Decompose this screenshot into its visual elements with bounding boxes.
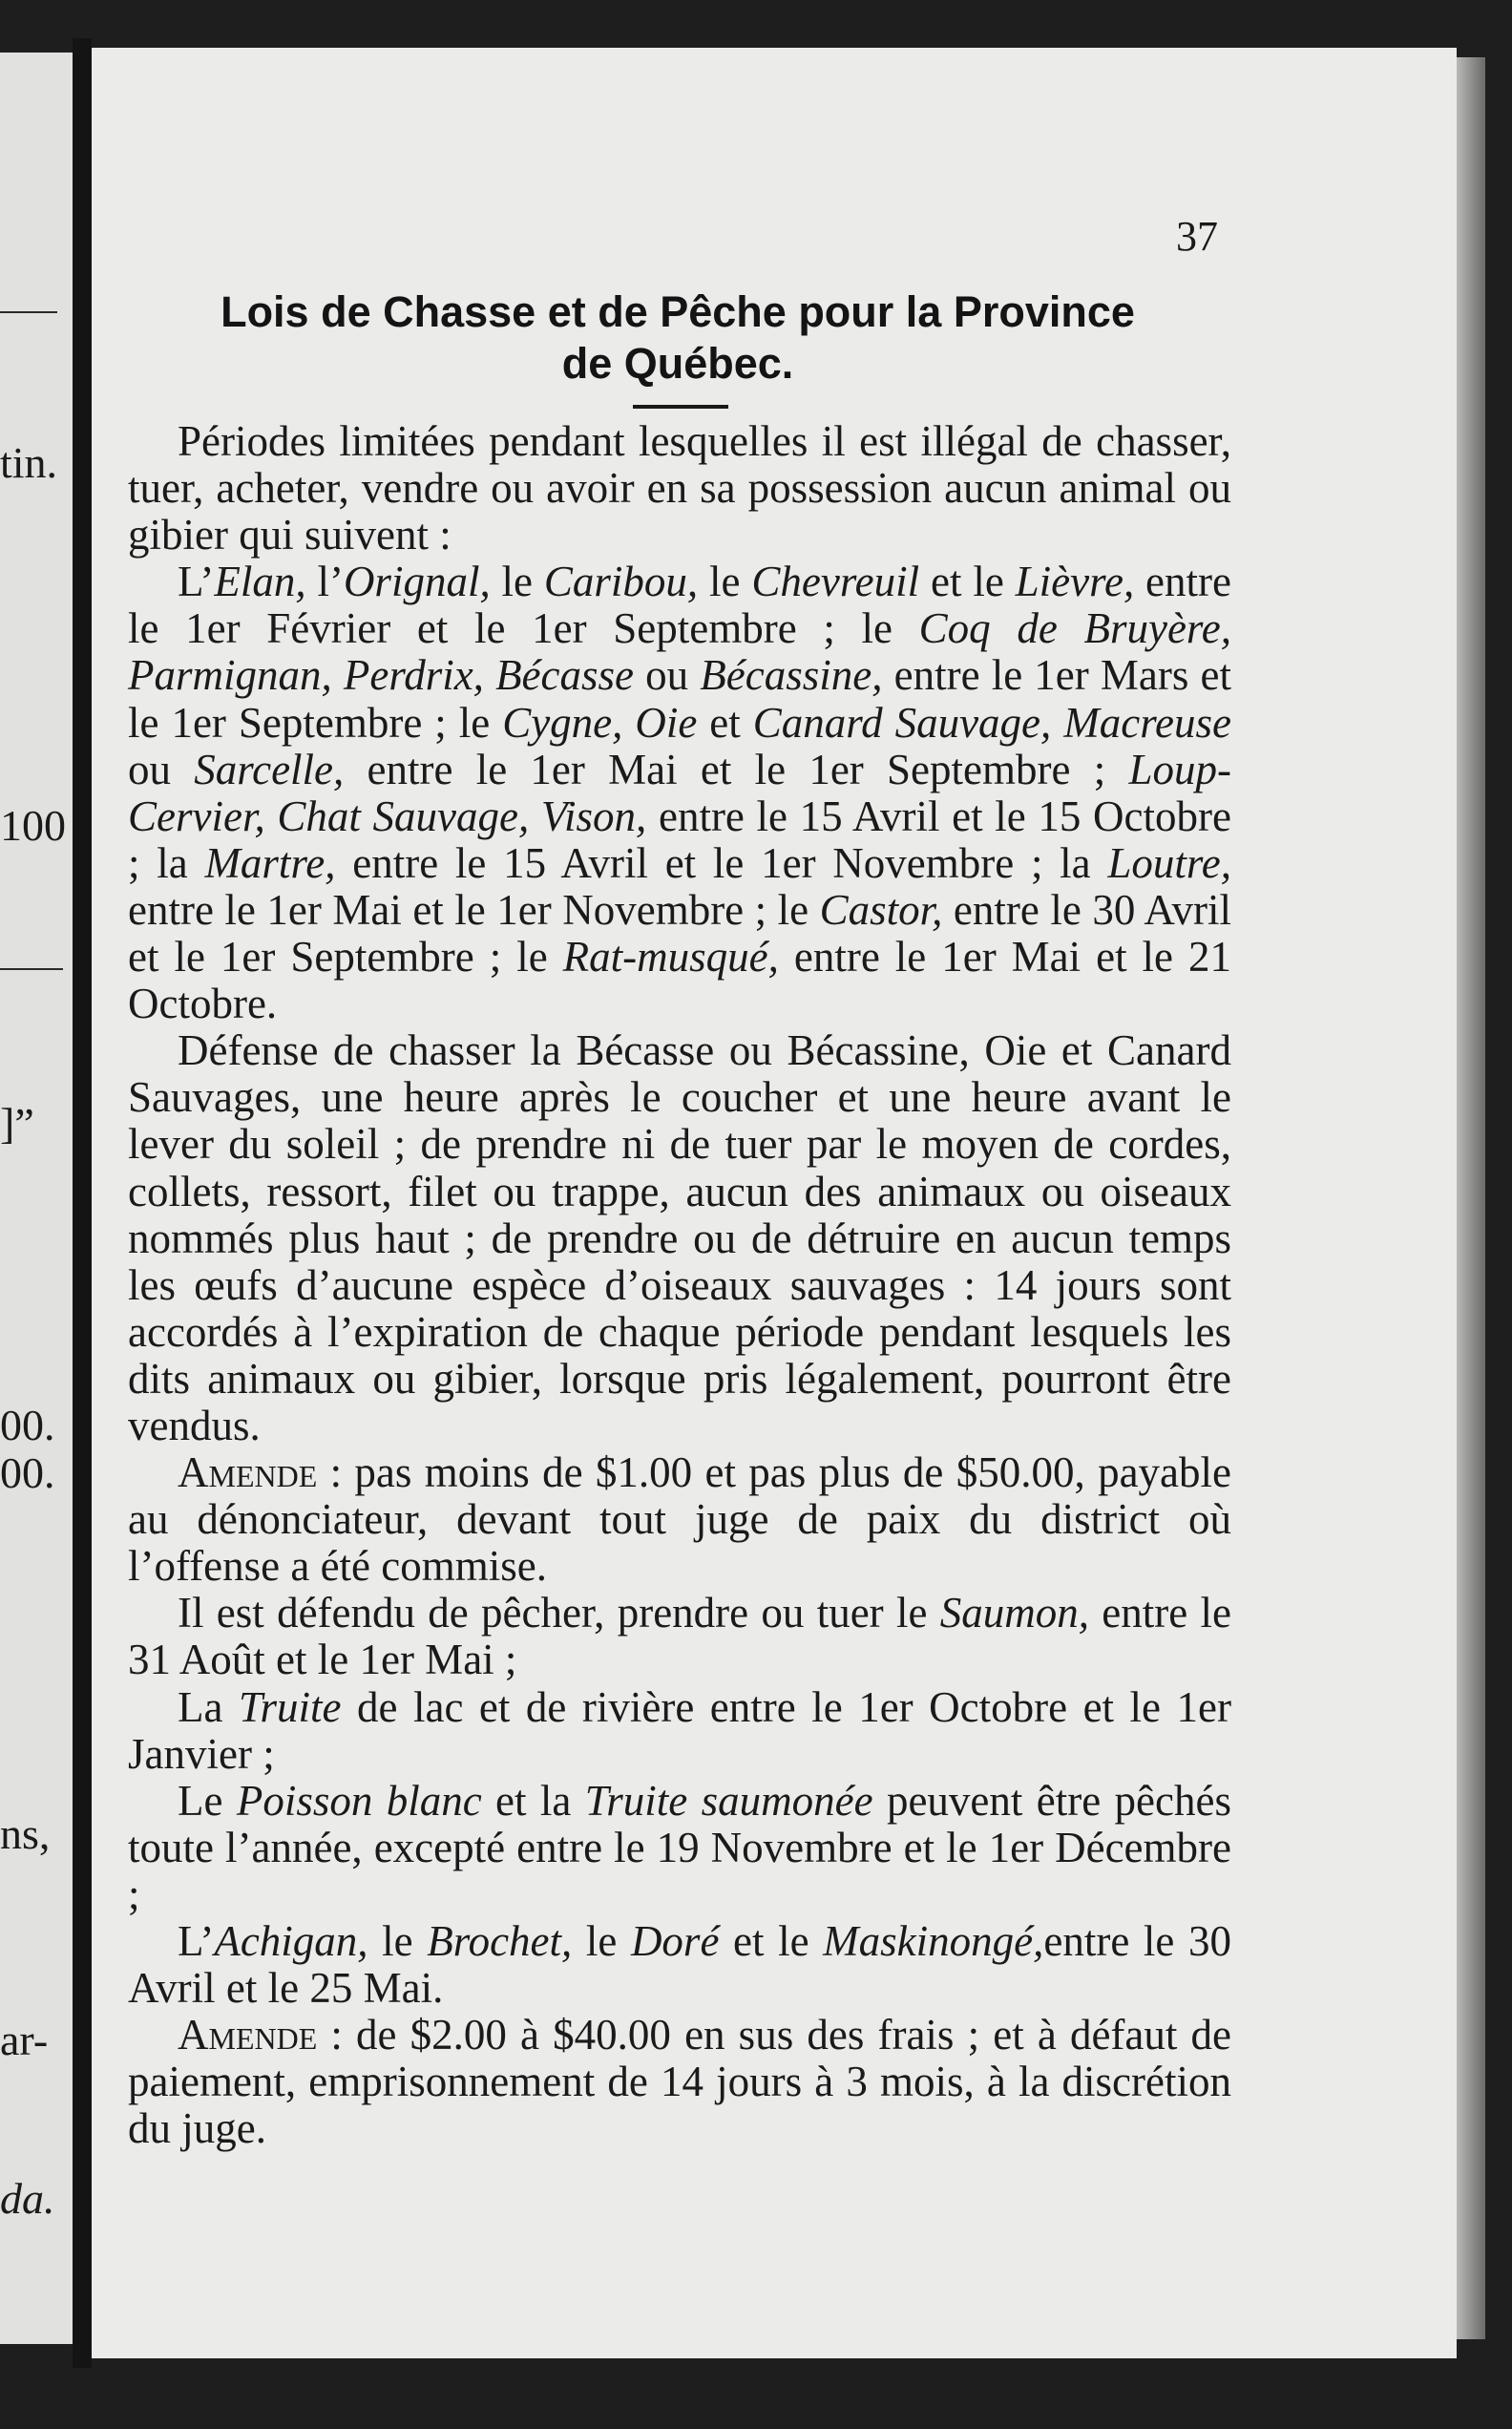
book-gutter <box>73 38 92 2368</box>
page-title-line: de Québec. <box>561 339 794 388</box>
left-fragment: da. <box>0 2174 55 2223</box>
left-fragment: ]” <box>0 1099 34 1148</box>
paragraph-fishing: Il est défendu de pêcher, prendre ou tuer le Saumon, entre le 31 Août et le 1er Mai ; <box>128 1589 1231 1684</box>
amende-label: Amende <box>178 2011 318 2059</box>
body-text <box>128 418 1231 2152</box>
left-page-rule <box>0 968 63 970</box>
left-fragment: 00. <box>0 1401 55 1449</box>
left-fragment: tin. <box>0 438 58 487</box>
title-rule <box>633 405 728 409</box>
paragraph-fishing: Le Poisson blanc et la Truite saumonée peuvent être pêchés toute l’année, excepté entre le 19 Novembre et le 1er Décembre ; <box>128 1776 1231 1918</box>
paragraph-amende: Amende : pas moins de $1.00 et pas plus de $50.00, payable au dénonciateur, devant tout juge de paix du district où l’offense a été commise. <box>128 1448 1231 1591</box>
paragraph-amende: Amende : de $2.00 à $40.00 en sus des frais ; et à défaut de paiement, emprisonnement de 14 jours à 3 mois, à la discrétion du juge. <box>128 2011 1231 2153</box>
left-fragment: 100 <box>0 801 66 850</box>
page-title-line: Lois de Chasse et de Pêche pour la Province <box>220 287 1135 336</box>
left-fragment: ns, <box>0 1809 51 1858</box>
paragraph-hunting-periods: L’Elan, l’Orignal, le Caribou, le Chevreuil et le Lièvre, entre le 1er Février et le 1er Septembre ; le Coq de Bruyère, Parmignan, Perdrix, Bécasse ou Bécassine, entre le 1er Mars et le 1er Septembre ; le Cygne, Oie et Canard Sauvage, Macreuse ou Sarcelle, entre le 1er Mai et le 1er Septembre ; Loup-Cervier, Chat Sauvage, Vison, entre le 15 Avril et le 15 Octobre ; la Martre, entre le 15 Avril et le 1er Novembre ; la Loutre, entre le 1er Mai et le 1er Novembre ; le Castor, entre le 30 Avril et le 1er Septembre ; le Rat-musqué, entre le 1er Mai et le 21 Octobre. <box>128 558 1232 1028</box>
page-edge <box>1457 57 1485 2339</box>
previous-page-edge <box>0 53 73 2344</box>
page-number: 37 <box>1176 213 1218 260</box>
paragraph-defense: Défense de chasser la Bécasse ou Bécassine, Oie et Canard Sauvages, une heure après le coucher et une heure avant le lever du soleil ; de prendre ni de tuer par le moyen de cordes, collets, ressort, filet ou trappe, aucun des animaux ou oiseaux nommés plus haut ; de prendre ou de détruire en aucun temps les œufs d’aucune espèce d’oiseaux sauvages : 14 jours sont accordés à l’expiration de chaque période pendant lesquels les dits animaux ou gibier, lorsque pris légalement, pourront être vendus. <box>128 1026 1231 1449</box>
amende-label: Amende <box>178 1448 318 1497</box>
page-title <box>153 286 1203 390</box>
paragraph-fishing: La Truite de lac et de rivière entre le 1er Octobre et le 1er Janvier ; <box>128 1682 1231 1778</box>
left-fragment: 00. <box>0 1448 55 1497</box>
left-page-rule <box>0 311 57 313</box>
left-fragment: ar- <box>0 2016 49 2064</box>
paragraph: Périodes limitées pendant lesquelles il est illégal de chasser, tuer, acheter, vendre ou avoir en sa possession aucun animal ou gibier qui suivent : <box>128 417 1231 560</box>
paragraph-fishing: L’Achigan, le Brochet, le Doré et le Maskinongé,entre le 30 Avril et le 25 Mai. <box>128 1917 1231 2013</box>
